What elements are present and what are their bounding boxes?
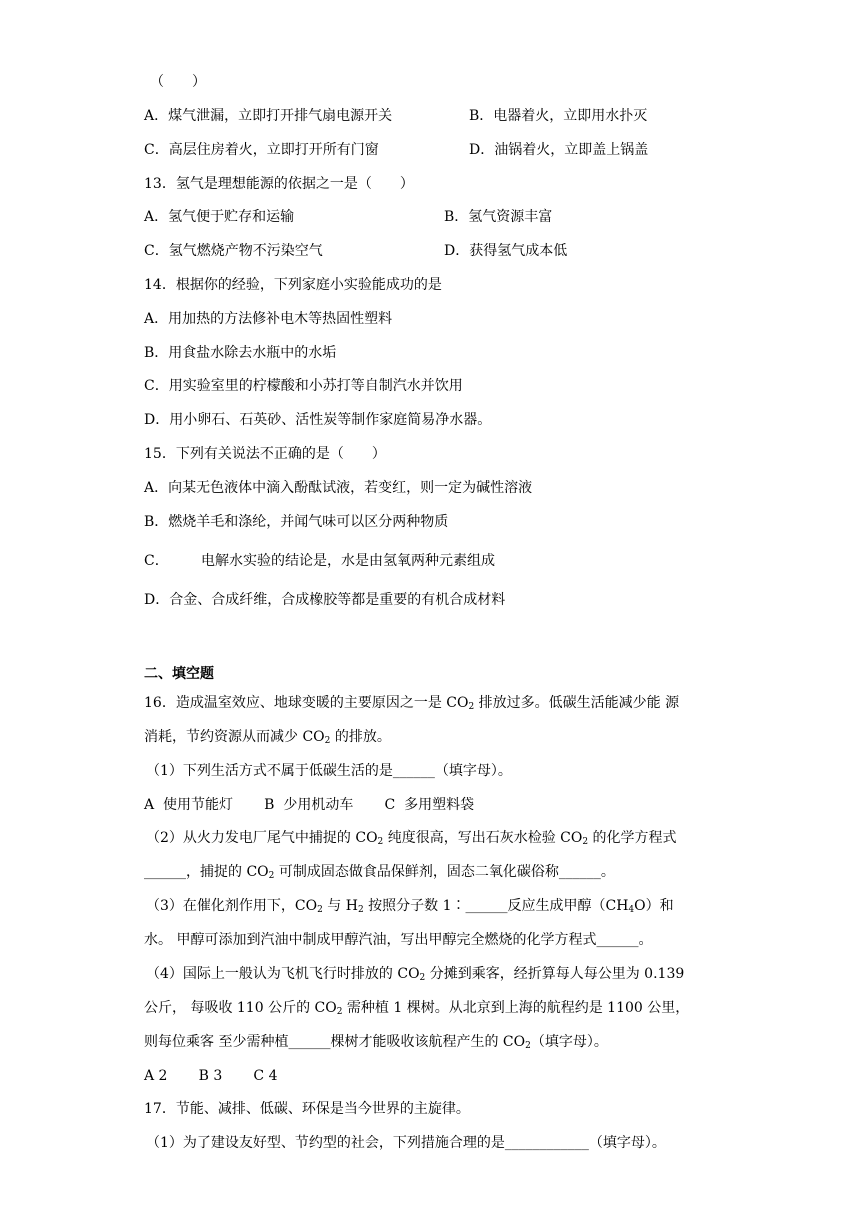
q17-part1: （1）为了建设友好型、节约型的社会，下列措施合理的是____________（填字母）。 xyxy=(146,1135,666,1151)
q14-option-d: D．用小卵石、石英砂、活性炭等制作家庭简易净水器。 xyxy=(144,412,492,428)
q16-part3-line2: 水。 甲醇可添加到汽油中制成甲醇汽油，写出甲醇完全燃烧的化学方程式______。 xyxy=(144,932,653,948)
q16-p2-e: 可制成固态做食品保鲜剂，固态二氧化碳俗称______。 xyxy=(274,864,615,880)
q16-p4-e: 则每位乘客 至少需种植______棵树才能吸收该航程产生的 CO xyxy=(144,1034,526,1050)
q16-part4-line1 xyxy=(146,964,684,988)
q16-l1a: 16．造成温室效应、地球变暖的主要原因之一是 CO xyxy=(144,695,469,711)
subscript: 2 xyxy=(317,905,323,915)
subscript: 2 xyxy=(324,736,331,746)
q16-part1: （1）下列生活方式不属于低碳生活的是______（填字母）。 xyxy=(146,763,512,779)
q17-stem: 17．节能、减排、低碳、环保是当今世界的主旋律。 xyxy=(144,1101,470,1117)
q16-p4-d: 需种植 1 棵树。从北京到上海的航程约是 1100 公里， xyxy=(342,1000,690,1016)
q12-option-d: D．油锅着火，立即盖上锅盖 xyxy=(469,142,649,158)
q16-part2-line2 xyxy=(144,862,615,886)
q16-l2b: 的排放。 xyxy=(330,729,391,745)
q16-p4-c: 公斤， 每吸收 110 公斤的 CO xyxy=(144,1000,337,1016)
q16-part4-line3 xyxy=(144,1032,608,1056)
q13-option-b: B．氢气资源丰富 xyxy=(444,209,553,225)
q16-part2-line1 xyxy=(146,828,677,852)
subscript: 2 xyxy=(468,702,475,712)
q15-option-c-text: 电解水实验的结论是，水是由氢氧两种元素组成 xyxy=(201,553,495,569)
q14-stem: 14．根据你的经验，下列家庭小实验能成功的是 xyxy=(144,277,442,293)
section-heading: 二、填空题 xyxy=(144,666,214,682)
q12-option-c: C．高层住房着火，立即打开所有门窗 xyxy=(144,142,379,158)
q16-p3-c: 按照分子数 1∶______反应生成甲醇（CH xyxy=(363,898,629,914)
q13-option-d: D．获得氢气成本低 xyxy=(444,243,568,259)
q16-p2-c: 的化学方程式 xyxy=(588,830,677,846)
subscript: 4 xyxy=(628,905,635,915)
q16-p2-b: 纯度很高，写出石灰水检验 CO xyxy=(383,830,583,846)
q16-stem-line2 xyxy=(144,727,391,751)
q16-part4-line2 xyxy=(144,998,689,1022)
q16-p3-b: 与 H xyxy=(322,898,358,914)
q16-l1b: 排放过多。低碳生活能减少能 源 xyxy=(474,695,680,711)
subscript: 2 xyxy=(268,871,275,881)
q16-part1-options: A 使用节能灯 B 少用机动车 C 多用塑料袋 xyxy=(144,797,475,813)
subscript: 2 xyxy=(377,837,384,847)
q16-part3-line1 xyxy=(146,896,674,920)
q14-option-c: C．用实验室里的柠檬酸和小苏打等自制汽水并饮用 xyxy=(144,378,463,394)
q15-option-a: A．向某无色液体中滴入酚酞试液，若变红，则一定为碱性溶液 xyxy=(144,480,533,496)
q16-p2-a: （2）从火力发电厂尾气中捕捉的 CO xyxy=(146,830,378,846)
q16-p3-d: O）和 xyxy=(634,898,674,914)
q16-part4-options: A 2 B 3 C 4 xyxy=(144,1068,278,1084)
q14-option-b: B．用食盐水除去水瓶中的水垢 xyxy=(144,345,337,361)
q16-p4-b: 分摊到乘客，经折算每人每公里为 0.139 xyxy=(425,966,685,982)
subscript: 2 xyxy=(582,837,589,847)
q16-stem-line1 xyxy=(144,693,679,717)
q12-option-a: A．煤气泄漏，立即打开排气扇电源开关 xyxy=(144,108,393,124)
q16-p4-a: （4）国际上一般认为飞机飞行时排放的 CO xyxy=(146,966,420,982)
q12-option-b: B．电器着火，立即用水扑灭 xyxy=(469,108,648,124)
subscript: 2 xyxy=(419,973,426,983)
subscript: 2 xyxy=(525,1041,531,1051)
q16-p4-f: （填字母）。 xyxy=(530,1034,608,1050)
q12-paren: （ ） xyxy=(150,74,206,90)
q15-stem: 15．下列有关说法不正确的是（ ） xyxy=(144,446,386,462)
q13-option-a: A．氢气便于贮存和运输 xyxy=(144,209,295,225)
q16-p2-d: ______，捕捉的 CO xyxy=(144,864,269,880)
q15-option-d: D．合金、合成纤维，合成橡胶等都是重要的有机合成材料 xyxy=(144,592,506,608)
subscript: 2 xyxy=(357,905,364,915)
q16-l2a: 消耗，节约资源从而减少 CO xyxy=(144,729,325,745)
q13-stem: 13．氢气是理想能源的依据之一是（ ） xyxy=(144,176,414,192)
q14-option-a: A．用加热的方法修补电木等热固性塑料 xyxy=(144,311,393,327)
subscript: 2 xyxy=(336,1007,343,1017)
q16-p3-a: （3）在催化剂作用下，CO xyxy=(146,898,318,914)
q13-option-c: C．氢气燃烧产物不污染空气 xyxy=(144,243,323,259)
q15-option-b: B．燃烧羊毛和涤纶，并闻气味可以区分两种物质 xyxy=(144,514,449,530)
q15-option-c-label: C． xyxy=(144,553,169,569)
